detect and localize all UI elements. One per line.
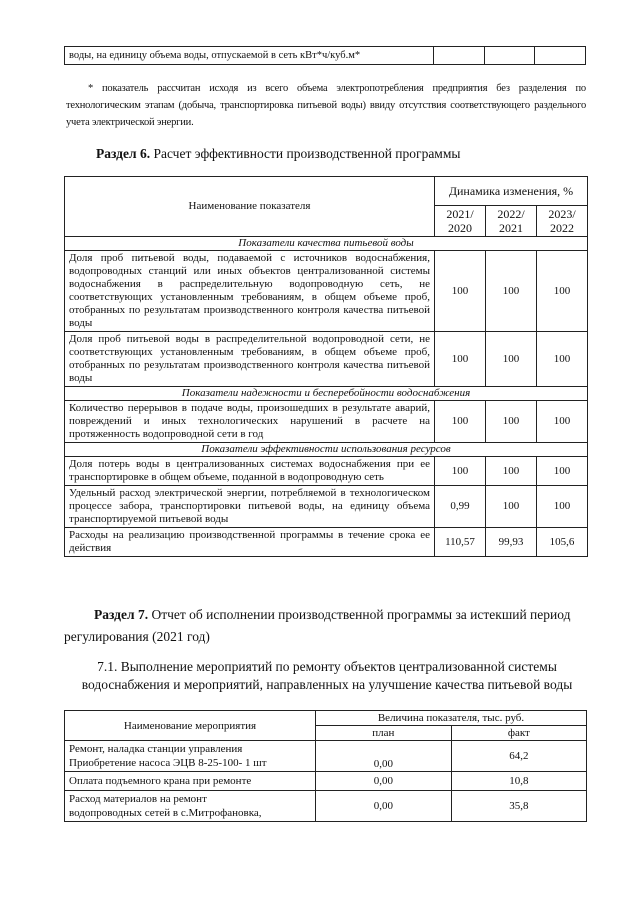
table-row: [65, 791, 587, 822]
table-row: [65, 401, 588, 443]
row-value: 105,6: [537, 528, 588, 557]
row-value: 100: [486, 251, 537, 332]
row-value: 99,93: [486, 528, 537, 557]
plan-value: 0,00: [316, 741, 452, 772]
section7-heading: [64, 604, 590, 648]
row-name: Количество перерывов в подаче воды, произошедших в результате аварий, повреждений и иных технологических нарушений в расчете на протяженность водопроводной сети в год: [65, 401, 435, 443]
header-plan: план: [316, 726, 452, 741]
group-title: Показатели надежности и бесперебойности водоснабжения: [65, 387, 588, 401]
year-col-2: 2022/ 2021: [486, 206, 537, 237]
table-row: [65, 251, 588, 332]
plan-value: 0,00: [316, 772, 452, 791]
row-value: 100: [486, 332, 537, 387]
section6-number: Раздел 6.: [96, 146, 151, 161]
year-col-1: 2021/ 2020: [435, 206, 486, 237]
row-value: 100: [486, 401, 537, 443]
section6-heading: [96, 146, 460, 162]
measure-name: [65, 741, 316, 772]
row-value: 0,99: [435, 486, 486, 528]
measure-name-line: Ремонт, наладка станции управления: [69, 743, 243, 755]
header-indicator-name: Наименование показателя: [65, 177, 435, 237]
header-measure-name: Наименование мероприятия: [65, 711, 316, 741]
measure-name-line: водопроводных сетей в с.Митрофановка,: [69, 807, 262, 819]
row-value: 100: [486, 486, 537, 528]
section7-title: Отчет об исполнении производственной программы за истекший период регулирования (2021 год): [64, 607, 571, 644]
row-name: Доля потерь воды в централизованных системах водоснабжения при ее транспортировке в общем объеме, поданной в водопроводную сеть: [65, 457, 435, 486]
top-row-cell-1: [434, 47, 485, 65]
row-name: Доля проб питьевой воды, подаваемой с источников водоснабжения, водопроводных станций или иных объектов централизованной системы водоснабжения в распределительную водопроводную сеть, не соответствующих установленным требованиям, в общем объеме проб, отобранных по результатам производственного контроля качества питьевой воды: [65, 251, 435, 332]
measure-name-line: Оплата подъемного крана при ремонте: [69, 775, 252, 787]
row-value: 100: [435, 457, 486, 486]
row-value: 100: [537, 401, 588, 443]
row-value: 100: [537, 251, 588, 332]
continued-table-row: [64, 46, 586, 65]
top-row-label: воды, на единицу объема воды, отпускаемой в сеть кВт*ч/куб.м*: [65, 47, 434, 65]
fact-value: 10,8: [451, 772, 586, 791]
footnote-text: * показатель рассчитан исходя из всего объема электропотребления предприятия без разделения по технологическим этапам (добыча, транспортировка питьевой воды) ввиду отсутствия соответствующего раздельного учета электрической энергии.: [66, 83, 586, 128]
group-title: Показатели эффективности использования ресурсов: [65, 443, 588, 457]
table-row: [65, 528, 588, 557]
efficiency-table: [64, 176, 588, 557]
group-title: Показатели качества питьевой воды: [65, 237, 588, 251]
measure-name-line: Приобретение насоса ЭЦВ 8-25-100- 1 шт: [69, 757, 267, 769]
row-value: 100: [537, 486, 588, 528]
fact-value: 64,2: [451, 741, 586, 772]
header-dynamics: Динамика изменения, %: [435, 177, 588, 206]
row-value: 100: [486, 457, 537, 486]
header-fact: факт: [451, 726, 586, 741]
table-row: [65, 457, 588, 486]
row-value: 100: [537, 332, 588, 387]
header-value: Величина показателя, тыс. руб.: [316, 711, 587, 726]
measure-name: [65, 791, 316, 822]
section7-1-heading: 7.1. Выполнение мероприятий по ремонту объектов централизованной системы водоснабжения и мероприятий, направленных на улучшение качества питьевой воды: [81, 659, 573, 692]
section7-number: Раздел 7.: [94, 607, 149, 622]
table-row: [65, 486, 588, 528]
row-name: Доля проб питьевой воды в распределительной водопроводной сети, не соответствующих установленным требованиям, в общем объеме проб, отобранных по результатам производственного контроля качества питьевой воды: [65, 332, 435, 387]
measure-name: [65, 772, 316, 791]
table-row: [65, 332, 588, 387]
top-row-cell-3: [535, 47, 586, 65]
measure-name-line: Расход материалов на ремонт: [69, 793, 207, 805]
row-value: 100: [435, 251, 486, 332]
plan-value: 0,00: [316, 791, 452, 822]
repair-measures-table: [64, 710, 587, 822]
row-value: 100: [435, 401, 486, 443]
section6-title: Расчет эффективности производственной программы: [153, 146, 461, 161]
year-col-3: 2023/ 2022: [537, 206, 588, 237]
row-value: 100: [537, 457, 588, 486]
row-name: Удельный расход электрической энергии, потребляемой в технологическом процессе забора, транспортировки питьевой воды, на единицу объема транспортируемой питьевой воды: [65, 486, 435, 528]
fact-value: 35,8: [451, 791, 586, 822]
footnote: [66, 80, 586, 131]
row-value: 110,57: [435, 528, 486, 557]
table-row: [65, 772, 587, 791]
table-row: [65, 741, 587, 772]
top-row-cell-2: [484, 47, 535, 65]
row-value: 100: [435, 332, 486, 387]
row-name: Расходы на реализацию производственной программы в течение срока ее действия: [65, 528, 435, 557]
